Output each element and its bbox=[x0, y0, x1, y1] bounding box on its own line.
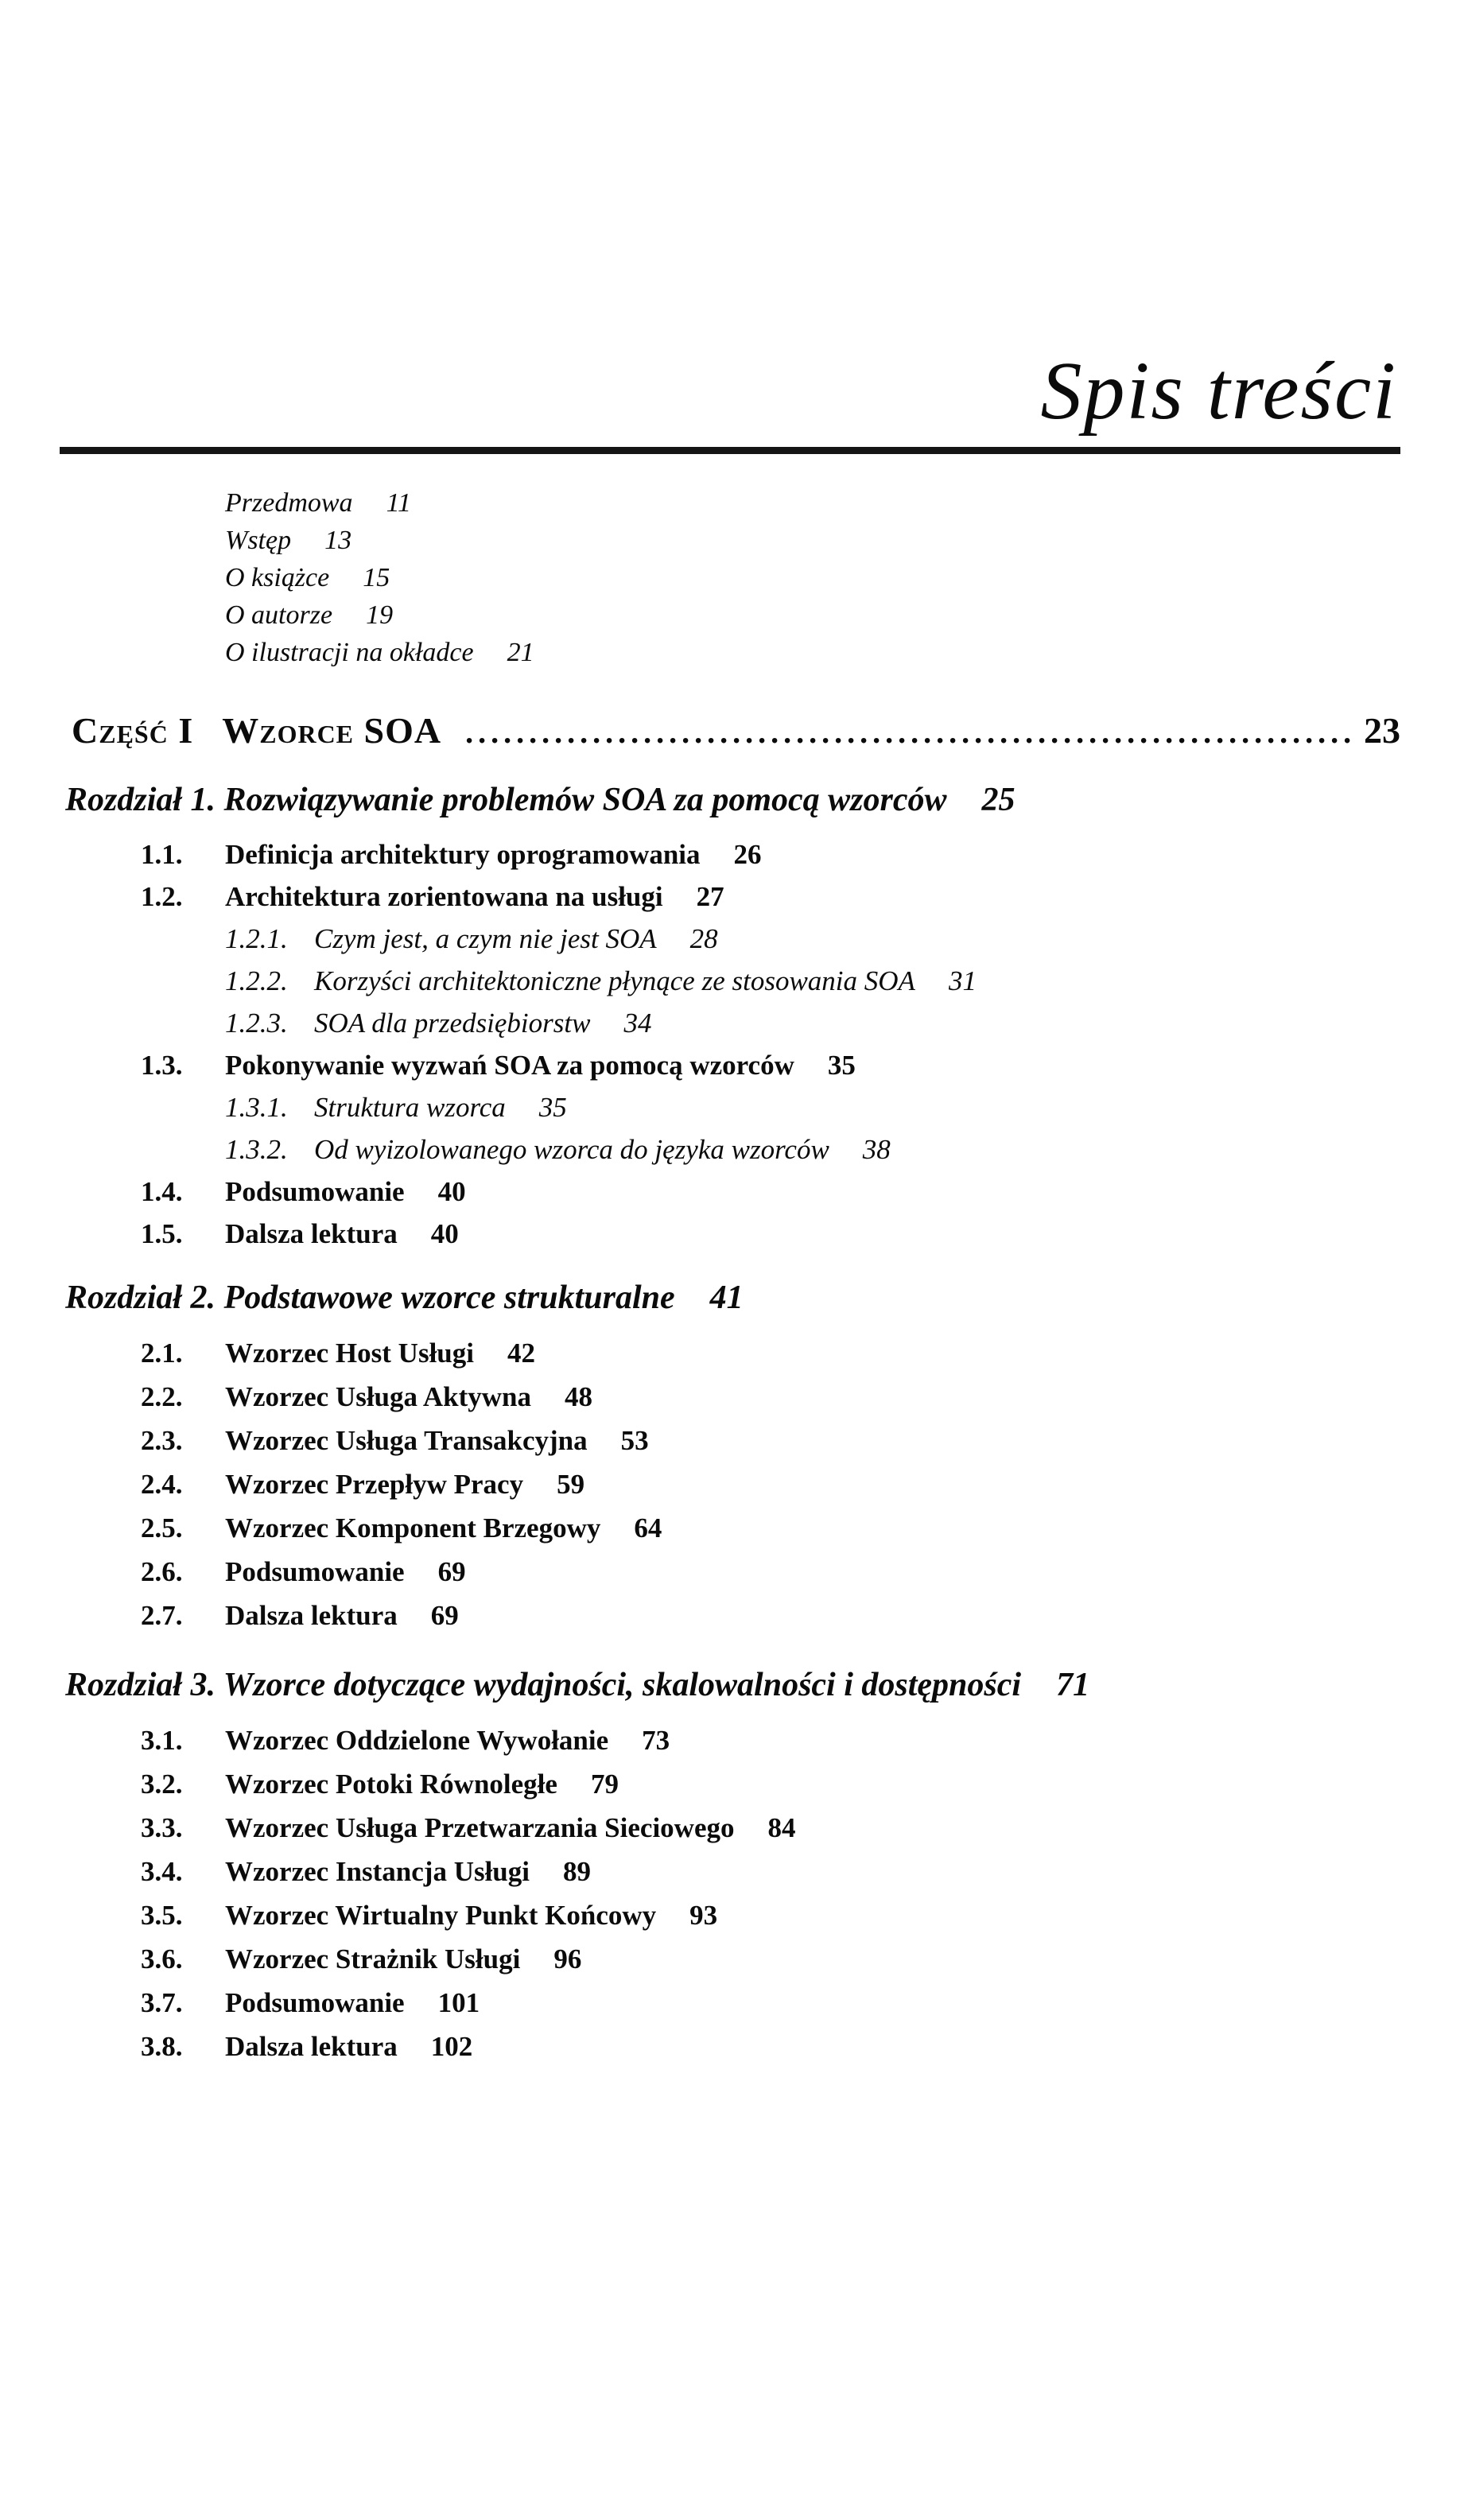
entry-number: 2.5. bbox=[141, 1512, 183, 1544]
toc-entry bbox=[65, 1718, 1400, 1762]
toc-entry bbox=[65, 833, 1400, 876]
chapter-page-number: 71 bbox=[1056, 1667, 1090, 1704]
chapter-entries bbox=[65, 833, 1400, 1255]
entry-page-number: 69 bbox=[437, 1556, 466, 1588]
chapter-entries bbox=[65, 1331, 1400, 1637]
chapter-page-number: 41 bbox=[709, 1279, 744, 1317]
title-rule bbox=[60, 447, 1400, 454]
entry-title: Podsumowanie bbox=[225, 1987, 405, 2019]
entry-page-number: 84 bbox=[767, 1812, 796, 1844]
dot-leader bbox=[465, 716, 1351, 748]
chapter-heading-row bbox=[65, 1668, 1400, 1703]
entry-page-number: 53 bbox=[620, 1425, 649, 1457]
toc-entry bbox=[65, 1506, 1400, 1550]
entry-page-number: 40 bbox=[437, 1176, 466, 1208]
entry-number: 3.3. bbox=[141, 1812, 183, 1844]
entry-number: 1.3. bbox=[141, 1050, 183, 1081]
entry-number: 2.3. bbox=[141, 1425, 183, 1457]
entry-page-number: 34 bbox=[623, 1008, 652, 1039]
toc-entry bbox=[65, 1331, 1400, 1375]
entry-number: 1.2. bbox=[141, 881, 183, 913]
entry-number: 1.2.1. bbox=[225, 923, 288, 955]
entry-title: Definicja architektury oprogramowania bbox=[225, 839, 701, 871]
toc-entry bbox=[65, 876, 1400, 918]
chapter-section-2 bbox=[65, 1280, 1400, 1637]
entry-title: Pokonywanie wyzwań SOA za pomocą wzorców bbox=[225, 1050, 794, 1081]
front-matter-item bbox=[225, 484, 1400, 522]
entry-title: Dalsza lektura bbox=[225, 1218, 398, 1250]
part-heading-row bbox=[72, 710, 1400, 751]
toc-page bbox=[0, 345, 1464, 2520]
entry-number: 2.4. bbox=[141, 1469, 183, 1501]
front-matter-page: 11 bbox=[386, 488, 412, 518]
entry-number: 1.4. bbox=[141, 1176, 183, 1208]
entry-page-number: 40 bbox=[430, 1218, 459, 1250]
entry-page-number: 31 bbox=[948, 965, 977, 997]
front-matter-label: O ilustracji na okładce bbox=[225, 638, 474, 667]
front-matter-list bbox=[225, 484, 1400, 671]
entry-number: 1.2.2. bbox=[225, 965, 288, 997]
toc-entry bbox=[65, 1044, 1400, 1086]
chapter-section-3 bbox=[65, 1668, 1400, 2068]
entry-title: Wzorzec Potoki Równoległe bbox=[225, 1769, 557, 1800]
entry-page-number: 102 bbox=[430, 2031, 473, 2063]
entry-page-number: 35 bbox=[827, 1050, 856, 1081]
entry-number: 3.8. bbox=[141, 2031, 183, 2063]
entry-title: Wzorzec Instancja Usługi bbox=[225, 1856, 530, 1888]
entry-number: 1.1. bbox=[141, 839, 183, 871]
entry-title: Czym jest, a czym nie jest SOA bbox=[314, 923, 657, 955]
entry-title: Wzorzec Host Usługi bbox=[225, 1338, 474, 1369]
toc-entry bbox=[65, 1850, 1400, 1893]
entry-page-number: 101 bbox=[437, 1987, 480, 2019]
entry-title: Dalsza lektura bbox=[225, 2031, 398, 2063]
entry-title: Struktura wzorca bbox=[314, 1092, 506, 1124]
front-matter-label: Przedmowa bbox=[225, 488, 353, 518]
front-matter-label: O książce bbox=[225, 563, 330, 592]
entry-title: Wzorzec Przepływ Pracy bbox=[225, 1469, 524, 1501]
front-matter-page: 21 bbox=[507, 638, 534, 667]
toc-entry bbox=[65, 1550, 1400, 1594]
chapter-heading: Rozdział 2. Podstawowe wzorce strukturalne bbox=[65, 1279, 675, 1317]
entry-title: Architektura zorientowana na usługi bbox=[225, 881, 663, 913]
toc-entry bbox=[65, 1462, 1400, 1506]
front-matter-page: 19 bbox=[366, 600, 394, 630]
entry-number: 2.2. bbox=[141, 1381, 183, 1413]
entry-number: 3.6. bbox=[141, 1943, 183, 1975]
toc-entry bbox=[65, 1171, 1400, 1213]
entry-title: Wzorzec Strażnik Usługi bbox=[225, 1943, 521, 1975]
chapter-section-1 bbox=[65, 782, 1400, 1255]
toc-entry bbox=[65, 1594, 1400, 1637]
toc-entry bbox=[65, 1213, 1400, 1255]
entry-page-number: 48 bbox=[564, 1381, 592, 1413]
front-matter-item bbox=[225, 559, 1400, 596]
front-matter-page: 15 bbox=[363, 563, 390, 592]
toc-entry bbox=[65, 1419, 1400, 1462]
entry-number: 1.3.1. bbox=[225, 1092, 288, 1124]
front-matter-item bbox=[225, 522, 1400, 559]
toc-entry bbox=[65, 1762, 1400, 1806]
entry-page-number: 42 bbox=[507, 1338, 535, 1369]
page-title: Spis treści bbox=[1040, 345, 1397, 437]
toc-entry bbox=[65, 1893, 1400, 1937]
entry-number: 3.2. bbox=[141, 1769, 183, 1800]
entry-title: SOA dla przedsiębiorstw bbox=[314, 1008, 591, 1039]
entry-number: 3.5. bbox=[141, 1900, 183, 1932]
chapter-heading: Rozdział 3. Wzorce dotyczące wydajności, skalowalności i dostępności bbox=[65, 1667, 1022, 1704]
entry-page-number: 79 bbox=[590, 1769, 619, 1800]
entry-page-number: 69 bbox=[430, 1600, 459, 1632]
toc-entry bbox=[65, 1375, 1400, 1419]
entry-title: Dalsza lektura bbox=[225, 1600, 398, 1632]
part-label: Część I bbox=[72, 710, 194, 751]
entry-number: 2.7. bbox=[141, 1600, 183, 1632]
entry-page-number: 89 bbox=[563, 1856, 592, 1888]
entry-number: 3.7. bbox=[141, 1987, 183, 2019]
entry-page-number: 59 bbox=[557, 1469, 585, 1501]
chapter-heading-row bbox=[65, 1280, 1400, 1315]
entry-number: 1.5. bbox=[141, 1218, 183, 1250]
entry-number: 3.1. bbox=[141, 1725, 183, 1757]
entry-title: Wzorzec Usługa Transakcyjna bbox=[225, 1425, 588, 1457]
toc-subentry bbox=[65, 918, 1400, 960]
entry-number: 1.2.3. bbox=[225, 1008, 288, 1039]
entry-title: Wzorzec Wirtualny Punkt Końcowy bbox=[225, 1900, 657, 1932]
entry-page-number: 93 bbox=[689, 1900, 718, 1932]
front-matter-item bbox=[225, 596, 1400, 634]
part-title: Wzorce SOA bbox=[222, 710, 442, 751]
entry-page-number: 28 bbox=[689, 923, 718, 955]
entry-title: Wzorzec Usługa Aktywna bbox=[225, 1381, 531, 1413]
entry-number: 3.4. bbox=[141, 1856, 183, 1888]
toc-subentry bbox=[65, 1086, 1400, 1128]
toc-entry bbox=[65, 2025, 1400, 2068]
entry-page-number: 73 bbox=[642, 1725, 670, 1757]
front-matter-label: O autorze bbox=[225, 600, 333, 630]
entry-number: 1.3.2. bbox=[225, 1134, 288, 1166]
chapter-heading: Rozdział 1. Rozwiązywanie problemów SOA za pomocą wzorców bbox=[65, 782, 947, 818]
entry-title: Podsumowanie bbox=[225, 1556, 405, 1588]
chapter-page-number: 25 bbox=[981, 782, 1015, 818]
entry-title: Podsumowanie bbox=[225, 1176, 405, 1208]
entry-title: Od wyizolowanego wzorca do języka wzorców bbox=[314, 1134, 829, 1166]
entry-page-number: 96 bbox=[553, 1943, 582, 1975]
entry-title: Wzorzec Komponent Brzegowy bbox=[225, 1512, 601, 1544]
chapter-entries bbox=[65, 1718, 1400, 2068]
front-matter-item bbox=[225, 634, 1400, 671]
front-matter-page: 13 bbox=[324, 526, 352, 555]
toc-subentry bbox=[65, 960, 1400, 1002]
entry-title: Wzorzec Oddzielone Wywołanie bbox=[225, 1725, 609, 1757]
toc-entry bbox=[65, 1937, 1400, 1981]
chapter-heading-row bbox=[65, 782, 1400, 817]
entry-number: 2.6. bbox=[141, 1556, 183, 1588]
toc-subentry bbox=[65, 1002, 1400, 1044]
toc-entry bbox=[65, 1981, 1400, 2025]
entry-number: 2.1. bbox=[141, 1338, 183, 1369]
entry-page-number: 26 bbox=[733, 839, 762, 871]
entry-page-number: 64 bbox=[634, 1512, 662, 1544]
entry-page-number: 27 bbox=[696, 881, 724, 913]
toc-subentry bbox=[65, 1128, 1400, 1171]
front-matter-label: Wstęp bbox=[225, 526, 292, 555]
entry-title: Wzorzec Usługa Przetwarzania Sieciowego bbox=[225, 1812, 735, 1844]
entry-title: Korzyści architektoniczne płynące ze stosowania SOA bbox=[314, 965, 915, 997]
part-page-number: 23 bbox=[1364, 710, 1400, 751]
toc-entry bbox=[65, 1806, 1400, 1850]
entry-page-number: 38 bbox=[862, 1134, 891, 1166]
entry-page-number: 35 bbox=[538, 1092, 567, 1124]
